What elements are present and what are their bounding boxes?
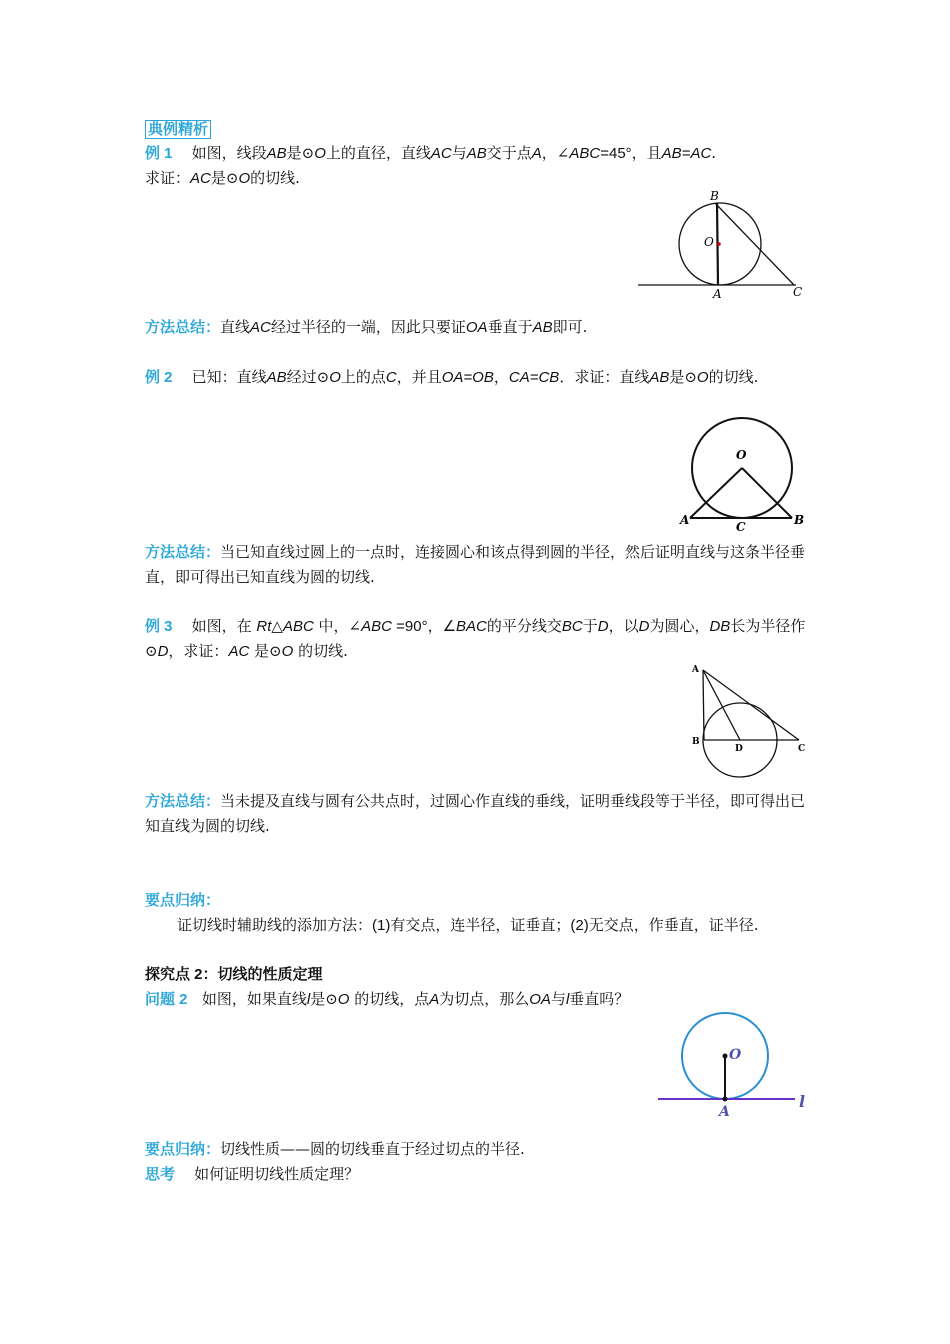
method-2-label: 方法总结：: [145, 544, 221, 561]
fig1-label-o: O: [704, 235, 714, 249]
m1-text: 经过半径的一端，因此只要证: [270, 318, 466, 336]
key-points-2-label: 要点归纳：: [145, 1141, 221, 1158]
m1-text: 直线: [220, 318, 251, 336]
kp1-num: (2): [570, 917, 589, 934]
figure-3: [688, 660, 813, 782]
ex1-text: 的切线.: [250, 169, 300, 187]
fig4-label-a: A: [719, 1104, 730, 1120]
kp1-text: 证切线时辅助线的添加方法：: [177, 916, 373, 934]
m1-text: 垂直于: [487, 318, 533, 336]
ex2-var: OA=OB: [441, 369, 494, 386]
section-title: 典例精析: [145, 120, 211, 139]
ex3-var: BC: [561, 618, 583, 635]
ex3-var: DB: [709, 618, 731, 635]
key-points-1: [145, 888, 807, 938]
method-summary-2: [145, 540, 807, 590]
fig1-label-a: A: [713, 287, 722, 301]
method-3-label: 方法总结：: [145, 793, 221, 810]
ex3-var: D: [638, 618, 650, 635]
ex2-var: CA=CB: [508, 369, 560, 386]
kp1-text: 有交点，连半径，证垂直；: [390, 916, 571, 934]
figure-4: [655, 1012, 815, 1124]
kp1-text: 无交点，作垂直，证半径.: [588, 916, 759, 934]
ex3-var: AC: [228, 643, 250, 660]
question-2-label: 问题 2: [145, 991, 188, 1008]
ex1-text: 是⊙: [286, 144, 315, 162]
fig4-point-a-dot: [723, 1097, 728, 1102]
fig3-label-d: D: [735, 744, 743, 754]
ex3-text: 长为半径作⊙: [145, 617, 806, 660]
ex2-text: 是⊙: [669, 368, 697, 386]
q2-text: 为切点，那么: [439, 990, 530, 1008]
method-summary-1: [145, 315, 807, 340]
key-points-2: [145, 1137, 807, 1162]
ex2-text: 已知：直线: [191, 368, 267, 386]
ex1-text: 交于点: [486, 144, 532, 162]
fig1-label-b: B: [710, 189, 719, 203]
kp1-num: (1): [372, 917, 391, 934]
ex1-var: AC: [430, 145, 452, 162]
m3-text: 当未提及直线与圆有公共点时，过圆心作直线的垂线，证明垂线段等于半径，即可得出已知直线为圆的切线.: [145, 792, 806, 835]
fig2-label-o: O: [736, 448, 747, 462]
example-3: [145, 614, 807, 664]
fig1-segment-bc: [715, 203, 794, 285]
ex1-var: AB: [466, 145, 487, 162]
fig3-label-a: A: [692, 665, 699, 675]
ex3-var: Rt: [256, 618, 272, 635]
ex3-text: =90°，∠: [391, 618, 457, 635]
ex3-text: ，求证：: [168, 642, 229, 660]
ex1-var: AC: [190, 170, 211, 187]
ex2-var: AB: [649, 369, 670, 386]
ex2-var: AB: [266, 369, 287, 386]
ex3-text: 于: [582, 617, 598, 635]
ex1-var: O: [314, 145, 326, 162]
ex1-var: A: [531, 145, 542, 162]
figure-2: [680, 414, 810, 536]
example-2: [145, 365, 807, 390]
method-1-label: 方法总结：: [145, 319, 221, 336]
fig2-label-c: C: [736, 520, 746, 534]
ex1-text: ，∠: [541, 144, 570, 162]
ex3-text: 是⊙: [249, 642, 282, 660]
m1-var: OA: [465, 319, 488, 336]
ex2-var: O: [329, 369, 341, 386]
ex2-text: ，并且: [396, 368, 442, 386]
q2-var: OA: [529, 991, 551, 1008]
fig1-label-c: C: [793, 285, 803, 299]
ex2-text: 上的点: [340, 368, 386, 386]
ex3-var: ABC: [282, 618, 314, 635]
section-title-block: [145, 117, 807, 142]
q2-var: l: [306, 991, 311, 1008]
explore-point-2: [145, 962, 807, 987]
ex3-text: 如图，在: [191, 617, 252, 635]
ex3-var: D: [157, 643, 169, 660]
example-1-label: 例 1: [145, 145, 173, 162]
explore-title: 探究点 2：切线的性质定理: [145, 966, 323, 983]
q2-var: A: [429, 991, 440, 1008]
ex3-text: 的切线.: [293, 642, 348, 660]
example-2-label: 例 2: [145, 369, 173, 386]
q2-text: 是⊙: [310, 990, 338, 1008]
figure-1: [636, 188, 808, 300]
ex1-text: .: [711, 144, 717, 162]
ex3-text: △: [271, 617, 283, 635]
ex2-text: ．求证：直线: [559, 368, 650, 386]
fig3-label-b: B: [692, 737, 700, 747]
fig3-segment-ad: [703, 670, 740, 740]
fig2-label-a: A: [680, 513, 690, 527]
ex2-var: C: [385, 369, 397, 386]
ex1-text: 上的直径，直线: [325, 144, 431, 162]
ex1-var: AB: [266, 145, 287, 162]
fig4-label-o: O: [729, 1047, 742, 1063]
m1-text: 即可.: [552, 318, 588, 336]
q2-var: O: [337, 991, 350, 1008]
think-label: 思考: [145, 1166, 176, 1183]
ex3-text: 的平分线交: [486, 617, 562, 635]
example-1: [145, 141, 807, 191]
fig1-center-dot: [717, 242, 721, 246]
ex3-var: D: [597, 618, 609, 635]
fig4-center-dot: [723, 1054, 728, 1059]
ex3-text: 中，∠: [313, 617, 362, 635]
ex1-text: =45°，且: [600, 145, 662, 162]
method-summary-3: [145, 789, 807, 839]
think: [145, 1162, 807, 1187]
key-points-1-label: 要点归纳：: [145, 892, 221, 909]
ex1-text: 求证：: [145, 169, 191, 187]
ex3-var: ABC: [361, 618, 392, 635]
m1-var: AB: [532, 319, 553, 336]
q2-text: 垂直吗？: [569, 990, 630, 1008]
question-2: [145, 987, 807, 1012]
ex2-text: 经过⊙: [286, 368, 330, 386]
q2-text: 与: [550, 990, 566, 1008]
m1-var: AC: [250, 319, 271, 336]
ex1-text: 如图，线段: [191, 144, 267, 162]
ex3-text: ，以: [608, 617, 639, 635]
ex3-var: BAC: [456, 618, 487, 635]
think-text: 如何证明切线性质定理？: [194, 1165, 360, 1183]
kp2-text: 切线性质——圆的切线垂直于经过切点的半径.: [220, 1140, 525, 1158]
fig4-label-l: l: [799, 1092, 806, 1111]
ex1-text: 是⊙: [210, 169, 239, 187]
ex1-var: AB=AC: [661, 145, 712, 162]
ex3-var: O: [281, 643, 294, 660]
ex2-text: ，: [493, 368, 509, 386]
q2-var: l: [565, 991, 570, 1008]
ex1-text: 与: [451, 144, 467, 162]
example-3-label: 例 3: [145, 618, 173, 635]
ex2-var: O: [696, 369, 709, 386]
ex2-text: 的切线.: [708, 368, 759, 386]
fig3-label-c: C: [798, 744, 806, 754]
fig2-label-b: B: [794, 513, 805, 527]
ex1-var: O: [238, 170, 251, 187]
q2-text: 如图，如果直线: [201, 990, 307, 1008]
q2-text: 的切线，点: [349, 990, 430, 1008]
m2-text: 当已知直线过圆上的一点时，连接圆心和该点得到圆的半径，然后证明直线与这条半径垂直，即可得出已知直线为圆的切线.: [145, 543, 806, 586]
ex3-text: 为圆心，: [649, 617, 710, 635]
ex1-var: ABC: [569, 145, 601, 162]
